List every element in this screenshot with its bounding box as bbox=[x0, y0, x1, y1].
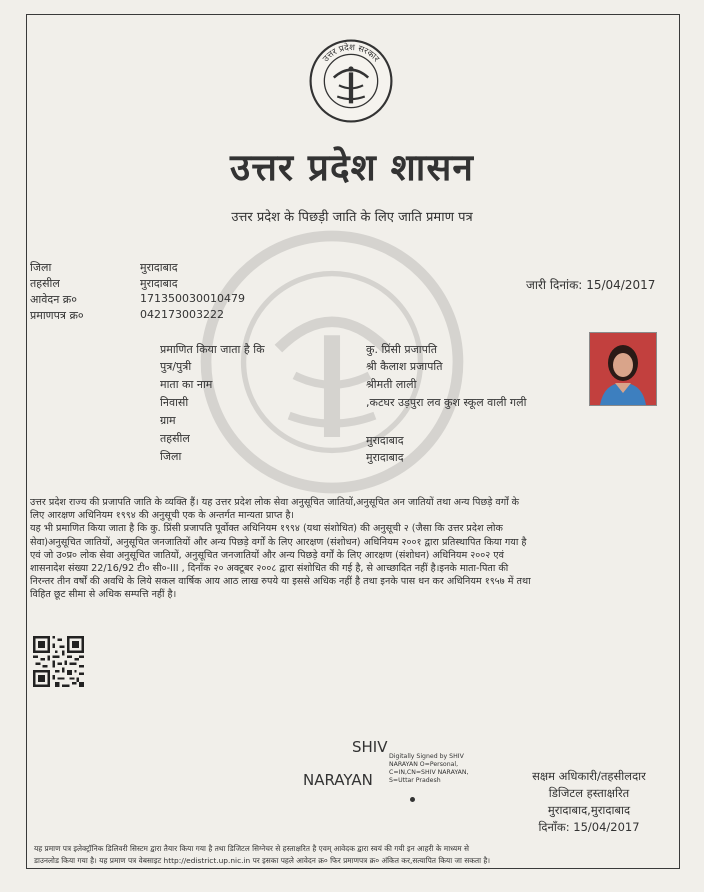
digital-signature-line: NARAYAN O=Personal, bbox=[389, 761, 459, 768]
mother-name-label: माता का नाम bbox=[160, 378, 213, 391]
signer-name-last: NARAYAN bbox=[303, 771, 373, 789]
body-line: शासनादेश संख्या 22/16/92 टी० सी०-III , दिनाँक २० अक्टूबर २००८ द्वारा संशोधित की गई है, से आच्छादित नहीं है।इनके माता-पिता की bbox=[30, 563, 509, 575]
applicant-photo bbox=[589, 332, 657, 406]
state-emblem-logo bbox=[308, 38, 394, 124]
tehsil-value: मुरादाबाद bbox=[140, 277, 178, 290]
footer-line: यह प्रमाण पत्र इलेक्ट्रॉनिक डिलिवरी सिस्टम द्वारा तैयार किया गया है तथा डिजिटल सिग्नेचर से हस्ताक्षरित है एवम् आवेदक द्वारा स्वयं की गयी इन आहरी के माध्यम से bbox=[34, 844, 469, 853]
resident-label: निवासी bbox=[160, 396, 189, 409]
person-district-value: मुरादाबाद bbox=[366, 451, 404, 464]
body-line: उत्तर प्रदेश राज्य की प्रजापति जाति के व्यक्ति हैं। यह उत्तर प्रदेश लोक सेवा अनुसूचित जातियों,अनुसूचित अन जातियों तथा अन्य पिछड़े वर्गों के bbox=[30, 497, 520, 508]
certify-value: कु. प्रिंसी प्रजापति bbox=[366, 343, 437, 356]
body-line: सेवा)अनुसूचित जातियों, अनुसूचित जनजातियों और अन्य पिछड़े वर्गों के लिए आरक्षण (संशोधन) अधिनियम २००१ द्वारा प्रतिस्थापित किया गया है bbox=[30, 536, 527, 548]
digital-signature-line: C=IN,CN=SHIV NARAYAN, bbox=[389, 769, 469, 776]
authority-date-value: 15/04/2017 bbox=[573, 820, 640, 834]
certificate-number-value: 042173003222 bbox=[140, 308, 224, 321]
emblem-text: उत्तर प्रदेश सरकार bbox=[321, 42, 381, 65]
body-line: यह भी प्रमाणित किया जाता है कि कु. प्रिंसी प्रजापति पूर्वोक्त अधिनियम १९९४ (यथा संशोधित) की अनुसूची २ (जैसा कि उत्तर प्रदेश लोक bbox=[30, 523, 503, 535]
authority-signature-type: डिजिटल हस्ताक्षरित bbox=[548, 786, 630, 800]
signature-dot bbox=[410, 797, 415, 802]
person-district-label: जिला bbox=[160, 450, 182, 463]
signer-name-first: SHIV bbox=[352, 738, 388, 756]
authority-date bbox=[514, 819, 664, 836]
certificate-number-label: प्रमाणपत्र क्र० bbox=[30, 309, 84, 322]
application-number-label: आवेदन क्र० bbox=[30, 293, 77, 306]
body-line: निरन्तर तीन वर्षों की अवधि के लिये सकल वार्षिक आय आठ लाख रुपये या इससे अधिक नहीं है तथा इनके पास धन कर अधिनियम १९५७ में तथा bbox=[30, 576, 531, 588]
authority-place: मुरादाबाद,मुरादाबाद bbox=[547, 803, 631, 817]
authority-designation: सक्षम अधिकारी/तहसीलदार bbox=[532, 769, 646, 783]
resident-value: ,कटघर उड़पुरा लव कुश स्कूल वाली गली bbox=[366, 396, 527, 409]
issue-date-label: जारी दिनांक: bbox=[526, 278, 583, 292]
body-line: विहित छूट सीमा से अधिक सम्पत्ति नहीं है। bbox=[30, 589, 177, 601]
body-line: लिए आरक्षण अधिनियम १९९४ की अनुसूची एक के अन्तर्गत मान्यता प्राप्त है। bbox=[30, 510, 295, 522]
district-label: जिला bbox=[30, 261, 52, 274]
qr-code bbox=[33, 636, 84, 687]
father-name-value: श्री कैलाश प्रजापति bbox=[366, 360, 443, 373]
person-tehsil-value: मुरादाबाद bbox=[366, 434, 404, 447]
person-tehsil-label: तहसील bbox=[160, 432, 190, 445]
body-line: एवं जो उ०प्र० लोक सेवा अनुसूचित जातियों, अनुसूचित जनजातियों और अन्य पिछड़े वर्गों के लिए आरक्षण (संशोधन) अधिनियम २००२ एवं bbox=[30, 549, 504, 561]
issue-date-value: 15/04/2017 bbox=[586, 278, 656, 292]
certificate-body bbox=[30, 496, 670, 602]
application-number-value: 171350030010479 bbox=[140, 292, 245, 305]
authority-block bbox=[514, 768, 664, 836]
issue-date bbox=[526, 276, 655, 293]
child-of-label: पुत्र/पुत्री bbox=[160, 360, 192, 373]
footer-note bbox=[34, 843, 674, 867]
certify-label: प्रमाणित किया जाता है कि bbox=[160, 343, 265, 356]
digital-signature-line: S=Uttar Pradesh bbox=[389, 777, 441, 784]
footer-line: डाउनलोड किया गया है। यह प्रमाण पत्र वेबसाइट http://edistrict.up.nic.in पर इसका पहले आवेदन क्र० फिर प्रमाणपत्र क्र० अंकित कर,सत्यापित किया जा सकता है। bbox=[34, 856, 491, 865]
mother-name-value: श्रीमती लाली bbox=[366, 378, 417, 391]
village-label: ग्राम bbox=[160, 414, 176, 427]
certificate-title: उत्तर प्रदेश शासन bbox=[230, 145, 474, 189]
tehsil-label: तहसील bbox=[30, 277, 60, 290]
digital-signature-line: Digitally Signed by SHIV bbox=[389, 753, 464, 760]
authority-date-label: दिनाँक: bbox=[538, 820, 570, 834]
district-value: मुरादाबाद bbox=[140, 261, 178, 274]
digital-signature-details bbox=[389, 753, 484, 785]
certificate-subtitle: उत्तर प्रदेश के पिछड़ी जाति के लिए जाति प्रमाण पत्र bbox=[231, 210, 473, 225]
